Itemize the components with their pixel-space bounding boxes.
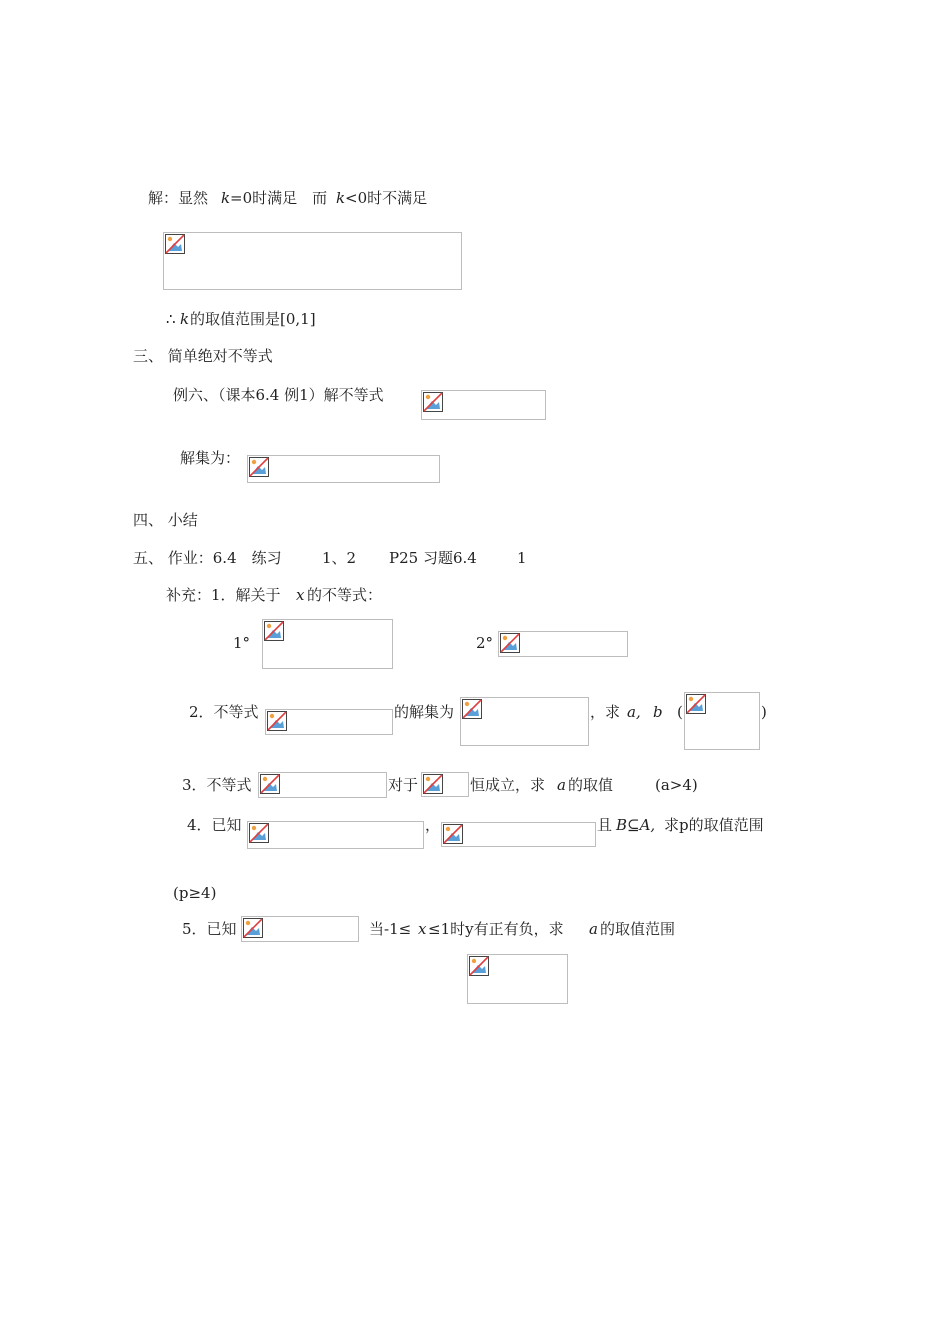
answer-hint: (p≥4) xyxy=(173,884,217,902)
broken-image-icon xyxy=(249,823,269,843)
section-heading: 四、 小结 xyxy=(133,511,198,529)
var-b: b xyxy=(653,703,663,721)
broken-image-icon xyxy=(264,621,284,641)
therefore-text: 的取值范围是[0,1] xyxy=(190,310,316,328)
supplement-text: 补充：1．解关于 xyxy=(166,586,281,604)
item-marker: 1° xyxy=(233,634,251,652)
supplement-text: 的不等式： xyxy=(307,586,383,604)
problem-text: 3．不等式 xyxy=(182,776,252,794)
broken-image-icon xyxy=(249,457,269,477)
homework-text: P25 习题6.4 xyxy=(389,549,477,567)
var-a: a xyxy=(589,920,598,938)
problem-text: 的解集为 xyxy=(394,703,455,721)
answer-image xyxy=(467,954,568,1004)
set-condition: B⊆A, xyxy=(616,816,656,834)
broken-image-icon xyxy=(423,392,443,412)
problem-text: 恒成立，求 xyxy=(470,776,546,794)
problem-text: 的取值 xyxy=(568,776,614,794)
formula-image xyxy=(163,232,462,290)
formula-image xyxy=(265,709,393,735)
therefore-symbol: ∴ xyxy=(166,310,176,328)
broken-image-icon xyxy=(423,774,443,794)
formula-image xyxy=(460,697,589,746)
problem-text: 4．已知 xyxy=(187,816,242,834)
var-a: a xyxy=(557,776,566,794)
solution-text: <0时不满足 xyxy=(345,189,428,207)
broken-image-icon xyxy=(260,774,280,794)
solution-label: 解：显然 xyxy=(148,189,209,207)
homework-text: 1 xyxy=(517,549,527,567)
var-k: k xyxy=(221,189,231,207)
problem-text: ，求 xyxy=(590,703,621,721)
comma: ， xyxy=(425,816,441,834)
formula-image xyxy=(247,455,440,483)
broken-image-icon xyxy=(462,699,482,719)
var-a: a, xyxy=(627,703,641,721)
problem-text: 对于 xyxy=(388,776,419,794)
homework-text: 1、2 xyxy=(322,549,357,567)
formula-image xyxy=(247,821,424,849)
formula-image xyxy=(262,619,393,669)
paren-open: ( xyxy=(677,703,683,721)
broken-image-icon xyxy=(469,956,489,976)
answer-image xyxy=(684,692,760,750)
broken-image-icon xyxy=(165,234,185,254)
formula-image xyxy=(421,772,469,797)
problem-text: 当-1≤ xyxy=(369,920,412,938)
answer-hint: (a>4) xyxy=(655,776,698,794)
homework-text: 五、 作业：6.4 练习 xyxy=(133,549,282,567)
formula-image xyxy=(441,822,596,847)
solution-set-label: 解集为： xyxy=(180,449,241,467)
formula-image xyxy=(258,772,387,798)
formula-image xyxy=(421,390,546,420)
problem-text: 2．不等式 xyxy=(189,703,259,721)
broken-image-icon xyxy=(500,633,520,653)
var-k: k xyxy=(336,189,346,207)
problem-text: 且 xyxy=(597,816,613,834)
broken-image-icon xyxy=(243,918,263,938)
problem-text: 5．已知 xyxy=(182,920,237,938)
broken-image-icon xyxy=(267,711,287,731)
example-text: 例六、（课本6.4 例1）解不等式 xyxy=(173,386,384,404)
problem-text: 求p的取值范围 xyxy=(664,816,764,834)
var-k: k xyxy=(180,310,190,328)
problem-text: 的取值范围 xyxy=(600,920,676,938)
broken-image-icon xyxy=(443,824,463,844)
problem-text: ≤1时y有正有负，求 xyxy=(428,920,564,938)
broken-image-icon xyxy=(686,694,706,714)
formula-image xyxy=(241,916,359,942)
item-marker: 2° xyxy=(476,634,494,652)
var-x: x xyxy=(296,586,305,604)
section-heading: 三、 简单绝对不等式 xyxy=(133,347,273,365)
paren-close: ) xyxy=(761,703,767,721)
solution-text: =0时满足 而 xyxy=(230,189,328,207)
var-x: x xyxy=(418,920,427,938)
formula-image xyxy=(498,631,628,657)
